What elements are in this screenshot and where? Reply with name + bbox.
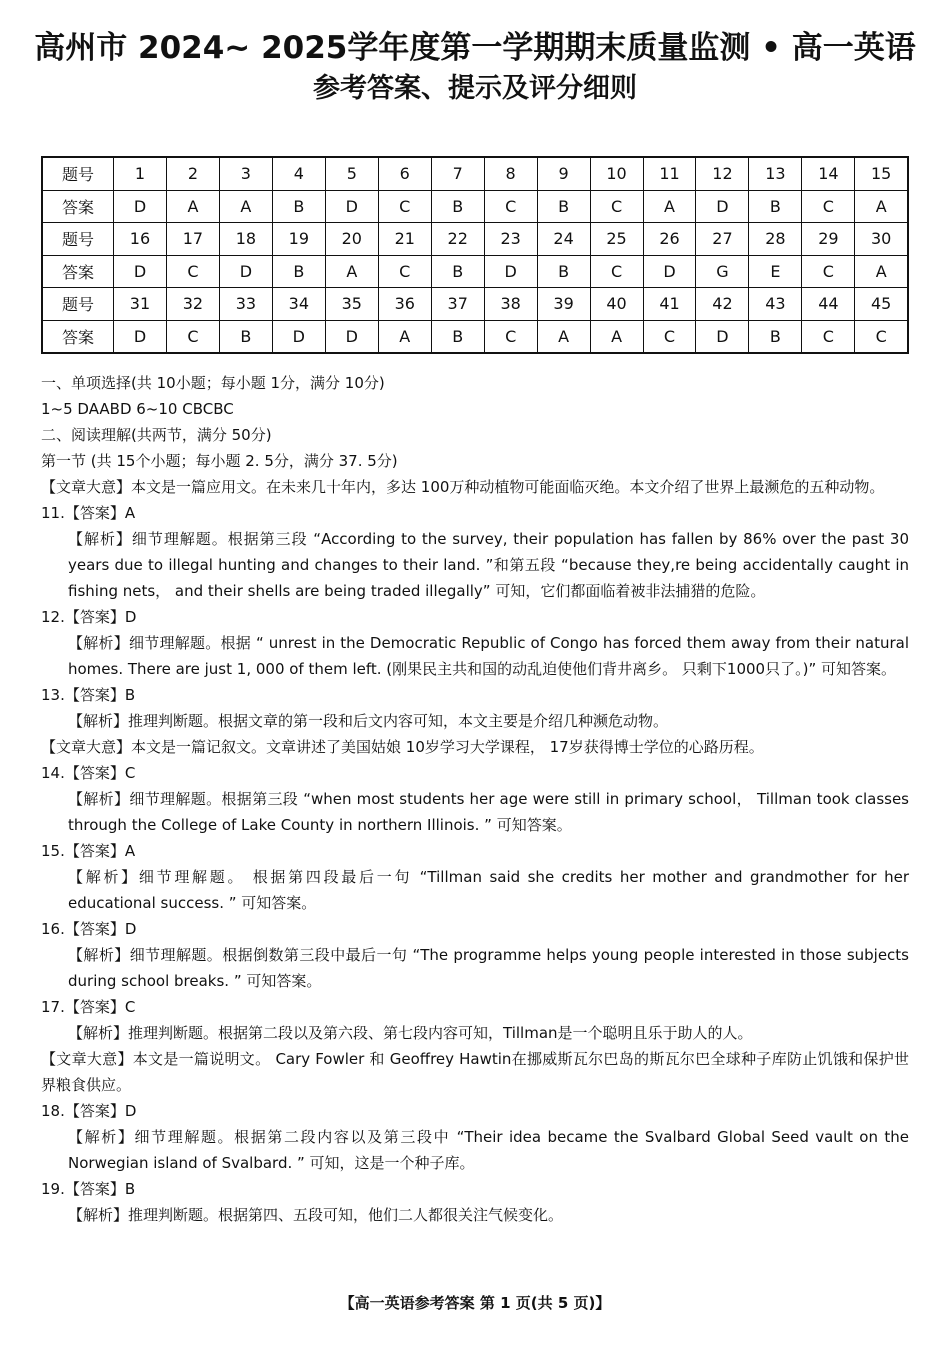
table-cell: D — [219, 255, 272, 288]
table-cell: 9 — [537, 157, 590, 190]
row-label: 答案 — [42, 320, 114, 353]
table-cell: A — [855, 190, 908, 223]
table-cell: C — [166, 255, 219, 288]
table-cell: D — [114, 255, 167, 288]
table-cell: E — [749, 255, 802, 288]
table-cell: 6 — [378, 157, 431, 190]
table-cell: 11 — [643, 157, 696, 190]
explanation-text: 【解析】推理判断题。根据第四、五段可知，他们二人都很关注气候变化。 — [68, 1206, 564, 1224]
table-cell: B — [219, 320, 272, 353]
table-cell: C — [484, 190, 537, 223]
table-cell: D — [114, 190, 167, 223]
table-cell: D — [696, 190, 749, 223]
section-line: 14.【答案】C — [41, 764, 136, 782]
table-cell: 14 — [802, 157, 855, 190]
table-cell: B — [431, 255, 484, 288]
table-cell: D — [325, 320, 378, 353]
section-line: 1~5 DAABD 6~10 CBCBC — [41, 400, 234, 418]
row-label: 题号 — [42, 157, 114, 190]
table-cell: 28 — [749, 223, 802, 256]
table-cell: 43 — [749, 288, 802, 321]
table-cell: C — [802, 190, 855, 223]
explanation-text: 【解析】细节理解题。根据第三段 “According to the survey, their population has fallen by 86% over the past 30 years due to illegal hunting and changes to their land. ”和第五段 “because they,re being accidentally caught in fishing nets， and their shells are being traded illegally” 可知，它们都面临着被非法捕猎的危险。 — [68, 530, 909, 600]
table-cell: C — [166, 320, 219, 353]
page-footer: 【高一英语参考答案 第 1 页(共 5 页)】 — [339, 1294, 611, 1312]
table-cell: B — [272, 255, 325, 288]
table-cell: 30 — [855, 223, 908, 256]
explanation-text: 【解析】细节理解题。根据第二段内容以及第三段中 “Their idea became the Svalbard Global Seed vault on the Norwegian island of Svalbard. ” 可知，这是一个种子库。 — [68, 1128, 909, 1172]
table-cell: 15 — [855, 157, 908, 190]
section-line: 【文章大意】本文是一篇记叙文。文章讲述了美国姑娘 10岁学习大学课程， 17岁获得博士学位的心路历程。 — [41, 738, 764, 756]
table-cell: 31 — [114, 288, 167, 321]
table-cell: D — [114, 320, 167, 353]
table-cell: 37 — [431, 288, 484, 321]
table-cell: A — [325, 255, 378, 288]
table-cell: B — [749, 190, 802, 223]
table-cell: 40 — [590, 288, 643, 321]
answer-table-row — [42, 255, 908, 288]
table-cell: 29 — [802, 223, 855, 256]
table-cell: 16 — [114, 223, 167, 256]
table-cell: 36 — [378, 288, 431, 321]
table-cell: 38 — [484, 288, 537, 321]
page-subtitle: 参考答案、提示及评分细则 — [313, 73, 637, 104]
table-cell: B — [537, 255, 590, 288]
table-cell: 21 — [378, 223, 431, 256]
table-cell: B — [272, 190, 325, 223]
table-cell: 19 — [272, 223, 325, 256]
section-line: 【文章大意】本文是一篇说明文。 Cary Fowler 和 Geoffrey Hawtin在挪威斯瓦尔巴岛的斯瓦尔巴全球种子库防止饥饿和保护世界粮食供应。 — [41, 1050, 909, 1094]
table-cell: A — [166, 190, 219, 223]
table-cell: 18 — [219, 223, 272, 256]
table-cell: D — [272, 320, 325, 353]
table-cell: 1 — [114, 157, 167, 190]
table-cell: B — [431, 320, 484, 353]
answer-table-row — [42, 288, 908, 321]
explanation-text: 【解析】推理判断题。根据文章的第一段和后文内容可知，本文主要是介绍几种濒危动物。 — [68, 712, 669, 730]
answer-table-row — [42, 157, 908, 190]
table-cell: B — [749, 320, 802, 353]
table-cell: 7 — [431, 157, 484, 190]
table-cell: C — [590, 190, 643, 223]
explanation-text: 【解析】推理判断题。根据第二段以及第六段、第七段内容可知，Tillman是一个聪明且乐于助人的人。 — [68, 1024, 753, 1042]
table-cell: 32 — [166, 288, 219, 321]
table-cell: D — [643, 255, 696, 288]
table-cell: 4 — [272, 157, 325, 190]
section-line: 17.【答案】C — [41, 998, 136, 1016]
answer-table-row — [42, 320, 908, 353]
table-cell: C — [643, 320, 696, 353]
section-line: 19.【答案】B — [41, 1180, 136, 1198]
table-cell: 33 — [219, 288, 272, 321]
row-label: 答案 — [42, 255, 114, 288]
answer-table-row — [42, 190, 908, 223]
table-cell: 17 — [166, 223, 219, 256]
answer-table-row — [42, 223, 908, 256]
explanation-text: 【解析】细节理解题。根据 “ unrest in the Democratic Republic of Congo has forced them away from their natural homes. There are just 1, 000 of them left. (刚果民主共和国的动乱迫使他们背井离乡。 只剩下1000只了。)” 可知答案。 — [68, 634, 909, 678]
table-cell: 45 — [855, 288, 908, 321]
table-cell: D — [484, 255, 537, 288]
section-line: 13.【答案】B — [41, 686, 136, 704]
table-cell: 27 — [696, 223, 749, 256]
section-line: 12.【答案】D — [41, 608, 137, 626]
section-line: 18.【答案】D — [41, 1102, 137, 1120]
table-cell: C — [855, 320, 908, 353]
table-cell: C — [378, 255, 431, 288]
table-cell: 8 — [484, 157, 537, 190]
table-cell: C — [378, 190, 431, 223]
table-cell: 13 — [749, 157, 802, 190]
section-line: 11.【答案】A — [41, 504, 136, 522]
table-cell: 34 — [272, 288, 325, 321]
section-line: 二、阅读理解(共两节，满分 50分) — [41, 426, 272, 444]
table-cell: C — [802, 255, 855, 288]
explanation-text: 【解析】细节理解题。根据第三段 “when most students her age were still in primary school， Tillman took classes through the College of Lake County in northern Illinois. ” 可知答案。 — [68, 790, 909, 834]
table-cell: 20 — [325, 223, 378, 256]
table-cell: 35 — [325, 288, 378, 321]
table-cell: C — [802, 320, 855, 353]
explanations — [41, 370, 909, 1228]
table-cell: 44 — [802, 288, 855, 321]
page-title: 高州市 2024~ 2025学年度第一学期期末质量监测 • 高一英语 — [34, 30, 916, 66]
table-cell: 23 — [484, 223, 537, 256]
table-cell: G — [696, 255, 749, 288]
section-line: 【文章大意】本文是一篇应用文。在未来几十年内，多达 100万种动植物可能面临灭绝。本文介绍了世界上最濒危的五种动物。 — [41, 478, 885, 496]
table-cell: A — [537, 320, 590, 353]
table-cell: 12 — [696, 157, 749, 190]
table-cell: 24 — [537, 223, 590, 256]
row-label: 题号 — [42, 288, 114, 321]
table-cell: A — [590, 320, 643, 353]
table-cell: C — [484, 320, 537, 353]
table-cell: 26 — [643, 223, 696, 256]
table-cell: 41 — [643, 288, 696, 321]
table-cell: B — [537, 190, 590, 223]
section-line: 16.【答案】D — [41, 920, 137, 938]
table-cell: 22 — [431, 223, 484, 256]
table-cell: 39 — [537, 288, 590, 321]
section-line: 一、单项选择(共 10小题；每小题 1分，满分 10分) — [41, 374, 385, 392]
table-cell: A — [643, 190, 696, 223]
table-cell: A — [219, 190, 272, 223]
row-label: 答案 — [42, 190, 114, 223]
table-cell: 10 — [590, 157, 643, 190]
table-cell: 42 — [696, 288, 749, 321]
section-line: 第一节 (共 15个小题；每小题 2. 5分，满分 37. 5分) — [41, 452, 398, 470]
section-line: 15.【答案】A — [41, 842, 136, 860]
table-cell: B — [431, 190, 484, 223]
table-cell: A — [855, 255, 908, 288]
table-cell: 25 — [590, 223, 643, 256]
table-cell: D — [325, 190, 378, 223]
table-cell: A — [378, 320, 431, 353]
table-cell: 5 — [325, 157, 378, 190]
table-cell: 3 — [219, 157, 272, 190]
explanation-text: 【解析】细节理解题。根据倒数第三段中最后一句 “The programme helps young people interested in those subjects during school breaks. ” 可知答案。 — [68, 946, 909, 990]
table-cell: 2 — [166, 157, 219, 190]
table-cell: D — [696, 320, 749, 353]
table-cell: C — [590, 255, 643, 288]
explanation-text: 【解析】细节理解题。 根据第四段最后一句 “Tillman said she credits her mother and grandmother for her educational success. ” 可知答案。 — [68, 868, 909, 912]
row-label: 题号 — [42, 223, 114, 256]
answer-table — [41, 156, 909, 354]
